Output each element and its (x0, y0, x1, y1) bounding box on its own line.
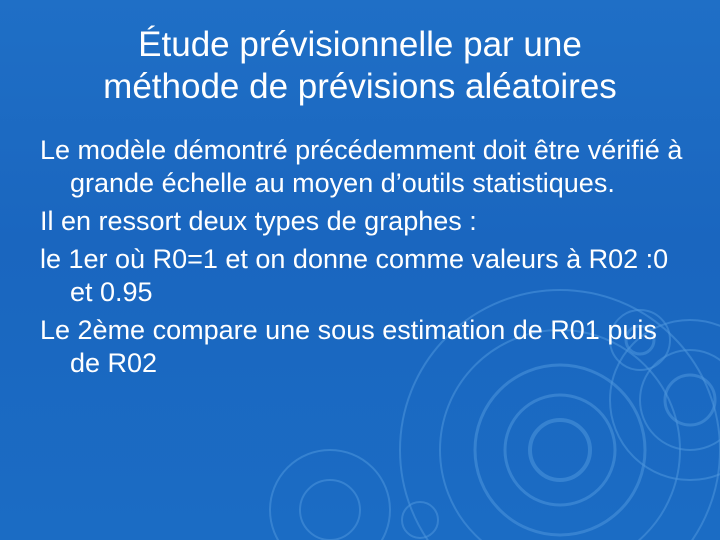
title-line-1: Étude prévisionnelle par une (138, 25, 582, 64)
title-line-2: méthode de prévisions aléatoires (103, 67, 617, 106)
slide-title (20, 24, 700, 108)
body-paragraph-1: Le modèle démontré précédemment doit être vérifié à grande échelle au moyen d’outils statistiques. (40, 135, 683, 198)
slide-body (40, 134, 690, 385)
body-paragraph-2: Il en ressort deux types de graphes : (40, 206, 477, 236)
body-paragraph-4: Le 2ème compare une sous estimation de R01 puis de R02 (40, 315, 657, 378)
body-paragraph-3: le 1er où R0=1 et on donne comme valeurs à R02 :0 et 0.95 (40, 244, 669, 307)
